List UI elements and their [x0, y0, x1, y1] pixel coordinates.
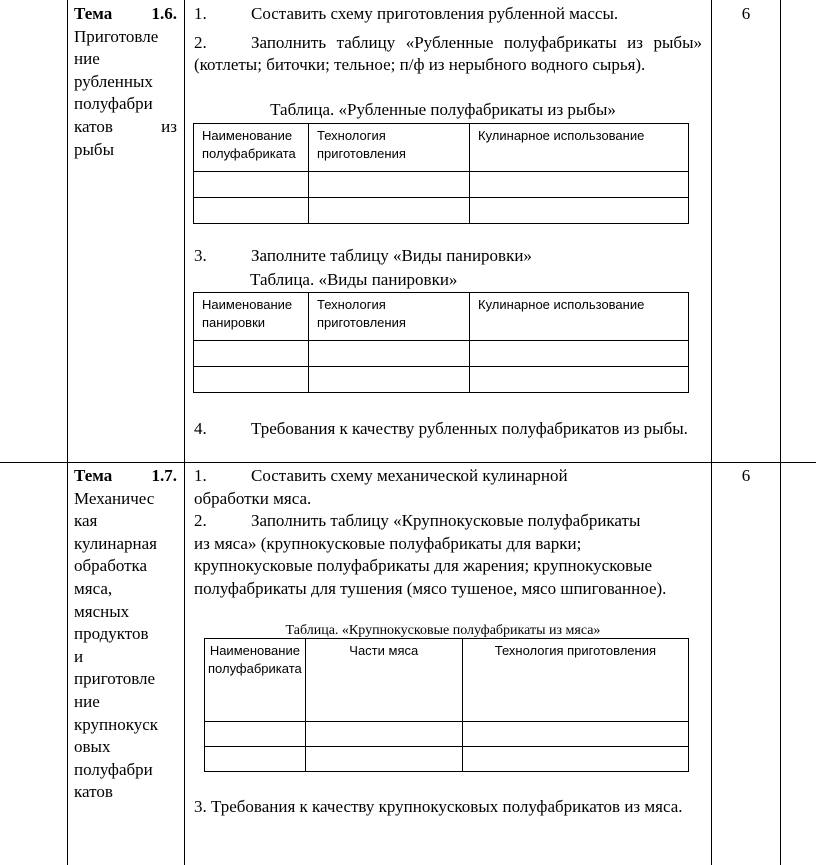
topic-label: Тема	[74, 4, 113, 23]
table-cell[interactable]	[205, 722, 306, 747]
table-cell[interactable]	[470, 341, 689, 367]
topic-heading	[74, 3, 177, 26]
table-cell[interactable]	[194, 172, 309, 198]
table-header-cell: Наименование панировки	[194, 293, 309, 341]
table-cell[interactable]	[470, 367, 689, 393]
table-cell[interactable]	[309, 172, 470, 198]
topic-number: 1.7.	[151, 466, 177, 485]
task-item: 3. Требования к качеству крупнокусковых полуфабрикатов из мяса.	[194, 797, 683, 816]
table-cell[interactable]	[194, 367, 309, 393]
table-cell[interactable]	[470, 172, 689, 198]
column-border	[711, 0, 712, 865]
task-item	[194, 245, 702, 268]
table-header-cell: Кулинарное использование	[470, 124, 689, 172]
topic-line: Приготовле	[74, 26, 159, 46]
topic-line: продуктов	[74, 624, 149, 644]
topic-word: из	[161, 116, 177, 136]
task-item	[194, 32, 702, 77]
column-border	[184, 0, 185, 865]
task-number: 2.	[194, 511, 207, 531]
topic-line: ние	[74, 691, 100, 711]
topic-line: рыбы	[74, 139, 114, 159]
task-text: Составить схему приготовления рубленной массы.	[251, 4, 619, 23]
topic-line: мяса,	[74, 578, 113, 598]
task-text: из мяса» (крупнокусковые полуфабрикаты для варки; крупнокусковые полуфабрикаты для жарения; крупнокусковые полуфабрикаты для тушения (мясо тушеное, мясо шпигованное).	[194, 533, 667, 598]
topic-line: полуфабри	[74, 94, 153, 114]
table-header-cell: Наименование полуфабриката	[205, 639, 306, 722]
task-text: Заполнить таблицу «Крупнокусковые полуфабрикаты	[251, 511, 641, 531]
table-caption-text: Таблица. «Крупнокусковые полуфабрикаты из мяса»	[285, 623, 601, 638]
table-breading-types	[193, 292, 689, 393]
table-header-cell: Технология приготовления	[309, 124, 470, 172]
topic-cell-1	[74, 3, 177, 161]
table-cell[interactable]	[462, 722, 688, 747]
task-list-2	[194, 465, 702, 601]
topic-line: Механичес	[74, 488, 155, 508]
task-item-text	[194, 418, 702, 441]
table-caption	[194, 269, 746, 292]
task-text: Заполнить таблицу «Рубленные полуфабрикаты из рыбы» (котлеты; биточки; тельное; п/ф из нерыбного водного сырья).	[194, 32, 702, 75]
topic-line: полуфабри	[74, 759, 153, 779]
task-number: 1.	[194, 4, 207, 23]
hours-value: 6	[741, 4, 751, 23]
table-cell[interactable]	[309, 198, 470, 224]
topic-line: обработка	[74, 556, 148, 576]
column-border	[780, 0, 781, 865]
task-text: Требования к качеству рубленных полуфабрикатов из рыбы.	[251, 419, 688, 438]
table-cell[interactable]	[309, 341, 470, 367]
topic-line: и	[74, 646, 84, 666]
topic-line: приготовле	[74, 669, 156, 689]
table-cell[interactable]	[194, 198, 309, 224]
task-item	[194, 3, 702, 26]
topic-line: катов	[74, 782, 113, 802]
topic-line: кая	[74, 511, 98, 531]
topic-line: кулинарная	[74, 533, 157, 553]
task-number: 3.	[194, 246, 207, 265]
column-border	[67, 0, 68, 865]
task-item	[194, 510, 702, 533]
row-border	[0, 462, 816, 463]
table-cell[interactable]	[305, 722, 462, 747]
table-large-cut-meat	[204, 638, 689, 772]
topic-line: овых	[74, 737, 111, 757]
table-header-cell: Наименование полуфабриката	[194, 124, 309, 172]
table-cell[interactable]	[470, 198, 689, 224]
topic-line: ние	[74, 49, 100, 69]
table-cell[interactable]	[205, 747, 306, 772]
task-item	[194, 418, 702, 441]
topic-word: катов	[74, 116, 113, 136]
topic-label: Тема	[74, 466, 113, 485]
topic-heading	[74, 465, 177, 488]
task-number: 2.	[194, 32, 207, 52]
table-cell[interactable]	[305, 747, 462, 772]
table-header-cell: Кулинарное использование	[470, 293, 689, 341]
table-caption-text: Таблица. «Виды панировки»	[250, 270, 458, 289]
topic-line: рубленных	[74, 71, 153, 91]
topic-line: мясных	[74, 601, 130, 621]
table-caption: Таблица. «Рубленные полуфабрикаты из рыбы»	[270, 100, 616, 119]
topic-line	[74, 116, 177, 139]
table-header-cell: Части мяса	[305, 639, 462, 722]
task-list-1	[194, 3, 702, 77]
table-chopped-fish	[193, 123, 689, 224]
topic-number: 1.6.	[151, 4, 177, 23]
task-item	[194, 465, 702, 488]
table-cell[interactable]	[309, 367, 470, 393]
hours-value: 6	[741, 466, 751, 485]
topic-line: крупнокуск	[74, 714, 159, 734]
task-text: Составить схему механической кулинарной	[251, 466, 568, 485]
table-header-cell: Технология приготовления	[309, 293, 470, 341]
task-number: 4.	[194, 419, 207, 438]
table-header-cell: Технология приготовления	[462, 639, 688, 722]
task-number: 1.	[194, 466, 207, 485]
topic-cell-2	[74, 465, 177, 804]
table-cell[interactable]	[462, 747, 688, 772]
task-text: обработки мяса.	[194, 488, 312, 508]
task-text: Заполните таблицу «Виды панировки»	[251, 246, 532, 265]
table-cell[interactable]	[194, 341, 309, 367]
